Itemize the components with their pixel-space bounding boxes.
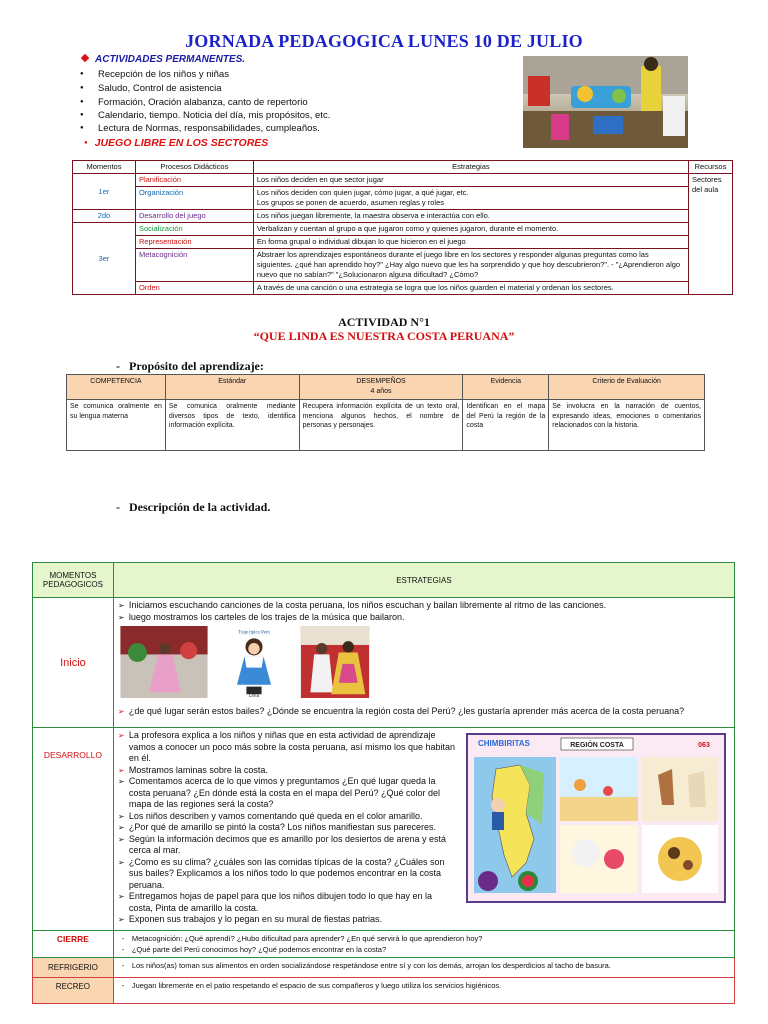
permanent-item: ● Saludo, Control de asistencia: [80, 83, 222, 94]
diamond-bullet-icon: [81, 54, 89, 62]
desarrollo-item: ➢ Comentamos acerca de lo que vimos y preguntamos ¿En qué lugar queda la costa peruana? ¿En dónde está la costa en el mapa del Perú? ¿Qué color del mapa de las regiones será la costa?: [118, 776, 730, 811]
desarrollo-item: ➢ Entregamos hojas de papel para que los niños dibujen todo lo que hay en la costa, Pinta de amarillo la costa.: [118, 891, 730, 914]
free-play-table: [72, 160, 733, 295]
col-header-procesos: Procesos Didácticos: [135, 161, 253, 174]
estandar-cell: Se comunica oralmente mediante diversos tipos de texto, identifica información explícita.: [165, 400, 299, 451]
permanent-item: ● Recepción de los niños y niñas: [80, 69, 229, 80]
dance-photo-1: [118, 626, 210, 698]
criterio-cell: Se involucra en la narración de cuentos, expresando ideas, emociones o comentarios relacionados con la historia.: [549, 400, 705, 451]
dance-photo-2: [299, 626, 371, 698]
purpose-heading: - Propósito del aprendizaje:: [116, 359, 264, 373]
moment-recreo: RECREO: [33, 978, 114, 1004]
desarrollo-item: ➢ Mostramos laminas sobre la costa.: [118, 765, 730, 777]
col-header-estandar: Estándar: [165, 375, 299, 400]
moment-3: 3er: [73, 223, 136, 295]
strategy-cell: Los niños deciden con quien jugar, cómo jugar, a qué jugar, etc. Los grupos se ponen de acuerdo, asumen reglas y roles: [253, 187, 688, 210]
col-header-desempenos: DESEMPEÑOS 4 años: [299, 375, 463, 400]
desempenos-cell: Recupera información explícita de un texto oral, menciona algunos hechos, el nombre de personas y personajes.: [299, 400, 463, 451]
inicio-question: ➢ ¿de qué lugar serán estos bailes? ¿Dónde se encuentra la región costa del Perú? ¿les gustaría aprender más acerca de la costa peruana?: [118, 706, 730, 718]
desarrollo-item: ➢ Exponen sus trabajos y lo pegan en su mural de fiestas patrias.: [118, 914, 730, 926]
moment-1: 1er: [73, 174, 136, 210]
competencia-cell: Se comunica oralmente en su lengua materna: [67, 400, 166, 451]
process-socializacion: Socialización: [135, 223, 253, 236]
desarrollo-item: ➢ La profesora explica a los niños y niñas que en esta actividad de aprendizaje vamos a conocer un poco más sobre la costa peruana, así mismo los que habitan en él.: [118, 730, 730, 765]
cierre-strategies: [113, 931, 734, 958]
col-header-recursos: Recursos: [688, 161, 732, 174]
strategy-cell: En forma grupal o individual dibujan lo que hicieron en el juego: [253, 236, 688, 249]
moment-inicio: Inicio: [33, 598, 114, 728]
col-header-estrategias: ESTRATEGIAS: [113, 563, 734, 598]
svg-text:Traje típico Perú: Traje típico Perú: [238, 630, 271, 636]
process-desarrollo: Desarrollo del juego: [135, 210, 253, 223]
process-metacognicion: Metacognición: [135, 249, 253, 282]
svg-text:063: 063: [698, 742, 710, 749]
svg-text:REGIÓN COSTA: REGIÓN COSTA: [570, 742, 624, 749]
permanent-activities-label: ACTIVIDADES PERMANENTES.: [95, 54, 246, 65]
strategy-cell: Verbalizan y cuentan al grupo a que jugaron como y quienes jugaron, durante el momento.: [253, 223, 688, 236]
desarrollo-item: ➢ Según la información decimos que es amarillo por los desiertos de arena y está cerca al mar.: [118, 834, 730, 857]
cierre-item: - ¿Qué parte del Perú conocimos hoy? ¿Qué podemos encontrar en la costa?: [118, 944, 730, 955]
col-header-momentos: MOMENTOS PEDAGOGICOS: [33, 563, 114, 598]
col-header-criterio: Criterio de Evaluación: [549, 375, 705, 400]
desarrollo-item: ➢ Los niños describen y vamos comentando qué queda en el color amarillo.: [118, 811, 730, 823]
permanent-activities-heading: [82, 54, 245, 65]
svg-text:Lima: Lima: [249, 694, 260, 698]
moment-2: 2do: [73, 210, 136, 223]
permanent-item: ● Lectura de Normas, responsabilidades, cumpleaños.: [80, 123, 320, 134]
strategy-cell: A través de una canción o una estrategia se logra que los niños guarden el material y ordenan los sectores.: [253, 282, 688, 295]
permanent-item: ● Formación, Oración alabanza, canto de repertorio: [80, 97, 308, 108]
inicio-images: [118, 626, 730, 702]
desarrollo-item: ➢ ¿Como es su clima? ¿cuáles son las comidas típicas de la costa? ¿Cuáles son sus bailes? Explicamos a los niños todo lo que podemos encontrar en la costa peruana.: [118, 857, 730, 892]
evidencia-cell: Identifican en el mapa del Perú la región de la costa: [463, 400, 549, 451]
strategy-cell: Los niños deciden en que sector jugar: [253, 174, 688, 187]
strategy-cell: Abstraer los aprendizajes espontáneos durante el juego libre en los sectores y responder algunas preguntas como las siguientes. ¿qué han aprendido hoy?" ¿Hay algo nuevo que les ha sorprendido y que hoy descubrieron?". - "¿Aprendieron algo nuevo que no sabían?" "¿Solucionaron alguna dificultad? ¿Cómo?: [253, 249, 688, 282]
col-header-competencia: COMPETENCIA: [67, 375, 166, 400]
activity-table: [32, 562, 735, 1004]
moment-cierre: CIERRE: [33, 931, 114, 958]
desarrollo-item: ➢ ¿Por qué de amarillo se pintó la costa? Los niños manifiestan sus pareceres.: [118, 822, 730, 834]
process-organizacion: Organización: [135, 187, 253, 210]
purpose-table: [66, 374, 705, 451]
svg-text:CHIMBIRITAS: CHIMBIRITAS: [478, 739, 530, 748]
recreo-strategy: - Juegan libremente en el patio respetando el espacio de sus compañeros y luego utiliza los servicios higiénicos.: [113, 978, 734, 1004]
process-orden: Orden: [135, 282, 253, 295]
desarrollo-strategies: [113, 728, 734, 931]
refrigerio-strategy: - Los niños(as) toman sus alimentos en orden socializándose respetándose entre sí y con los demás, arrojan los desperdicios al tacho de basura.: [113, 958, 734, 978]
inicio-item: ➢ Iniciamos escuchando canciones de la costa peruana, los niños escuchan y bailan libremente al ritmo de las canciones.: [118, 600, 730, 612]
page-title: JORNADA PEDAGOGICA LUNES 10 DE JULIO: [185, 31, 583, 51]
free-play-heading: ● JUEGO LIBRE EN LOS SECTORES: [84, 137, 268, 149]
costume-card: [224, 626, 284, 698]
col-header-estrategias: Estrategias: [253, 161, 688, 174]
resources-cell: Sectores del aula: [688, 174, 732, 295]
inicio-strategies: [113, 598, 734, 728]
moment-refrigerio: REFRIGERIO: [33, 958, 114, 978]
activity-number: ACTIVIDAD N°1: [338, 315, 430, 329]
description-heading: - Descripción de la actividad.: [116, 500, 271, 514]
moment-desarrollo: DESARROLLO: [33, 728, 114, 931]
process-planificacion: Planificación: [135, 174, 253, 187]
activity-name: “QUE LINDA ES NUESTRA COSTA PERUANA”: [253, 329, 515, 343]
permanent-item: ● Calendario, tiempo. Noticia del día, mis propósitos, etc.: [80, 110, 330, 121]
inicio-item: ➢ luego mostramos los carteles de los trajes de la música que bailaron.: [118, 612, 730, 624]
col-header-evidencia: Evidencia: [463, 375, 549, 400]
col-header-momentos: Momentos: [73, 161, 136, 174]
cierre-item: - Metacognición: ¿Qué aprendí? ¿Hubo dificultad para aprender? ¿En qué servirá lo que aprendieron hoy?: [118, 933, 730, 944]
process-representacion: Representación: [135, 236, 253, 249]
classroom-photo: [523, 56, 688, 148]
strategy-cell: Los niños juegan libremente, la maestra observa e interactúa con ello.: [253, 210, 688, 223]
